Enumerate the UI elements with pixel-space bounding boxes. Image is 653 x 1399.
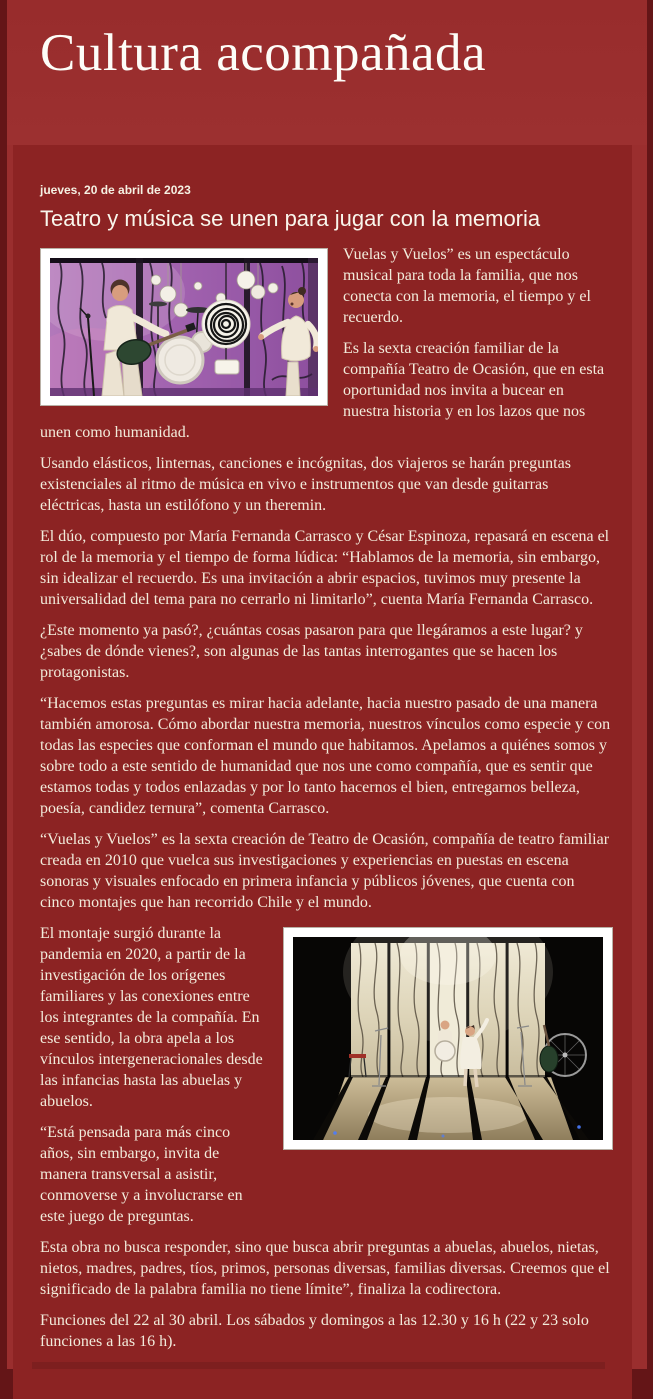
paragraph-4: El dúo, compuesto por María Fernanda Carrasco y César Espinoza, repasará en escena el rol de la memoria y el tiempo de forma lúdica: “Hablamos de la memoria, sin embargo, sin idealizar el recuerdo. Es una invitación a abrir espacios, tuvimos muy presente la universalidad del tema para no cerrarlo ni limitarlo”, cuenta María Fernanda Carrasco. [40,528,610,608]
stage-photo-2-illustration [293,937,603,1140]
stage-photo-1-illustration [50,258,318,396]
page-wrapper [7,0,647,1369]
paragraph-6: “Hacemos estas preguntas es mirar hacia adelante, hacia nuestro pasado de una manera también amorosa. Cómo abordar nuestra memoria, nuestros vínculos como especie y con todas las especies que conforman el mundo que habitamos. Apelamos a quiénes somos y sobre todo a este sentido de humanidad que nos une como compañía, que es sentir que estamos todas y todos enlazadas y por lo tanto hacernos el bien, entregarnos belleza, poesía, candidez ternura”, comenta Carrasco. [40,695,611,817]
main-content [13,145,632,1399]
paragraph-8: El montaje surgió durante la pandemia en 2020, a partir de la investigación de los orígenes familiares y las conexiones entre los integrantes de la compañía. En ese sentido, la obra apela a los vínculos intergeneracionales desde las infancias hasta las abuelas y abuelos. [40,925,263,1110]
paragraph-1: Vuelas y Vuelos” es un espectáculo musical para toda la familia, que nos conecta con la memoria, el tiempo y el recuerdo. [343,246,591,326]
paragraph-9: “Está pensada para más cinco años, sin embargo, invita de manera transversal a asistir, conmoverse y a involucrarse en este juego de preguntas. [40,1124,243,1225]
blog-title: Cultura acompañada [40,24,487,82]
stage-photo-1[interactable] [40,248,328,406]
stage-photo-2[interactable] [283,927,613,1150]
paragraph-11: Funciones del 22 al 30 abril. Los sábados y domingos a las 12.30 y 16 h (22 y 23 solo funciones a las 16 h). [40,1312,589,1350]
masthead [7,0,647,145]
paragraph-7: “Vuelas y Vuelos” es la sexta creación de Teatro de Ocasión, compañía de teatro familiar creada en 2010 que vuelca sus investigaciones y experiencias en puestas en escena sonoras y visuales enfocado en primera infancia y públicos jóvenes, que cuenta con cinco montajes que han recorrido Chile y el mundo. [40,831,610,911]
post-date: jueves, 20 de abril de 2023 [40,183,191,197]
paragraph-2: Es la sexta creación familiar de la compañía Teatro de Ocasión, que en esta oportunidad nos invita a bucear en nuestra historia y en los lazos que nos unen como humanidad. [40,340,605,441]
post-body [40,244,613,1369]
paragraph-5: ¿Este momento ya pasó?, ¿cuántas cosas pasaron para que llegáramos a este lugar? y ¿sabes de dónde vienes?, son algunas de las tantas interrogantes que se hacen los protagonistas. [40,622,583,681]
post-title: Teatro y música se unen para jugar con la memoria [40,206,541,231]
paragraph-10: Esta obra no busca responder, sino que busca abrir preguntas a abuelas, abuelos, nietas, nietos, madres, padres, tíos, primos, personas diversas, familias diversas. Creemos que el significado de la palabra familia no tiene límite”, finaliza la codirectora. [40,1239,610,1298]
next-section-separator [32,1362,605,1369]
paragraph-3: Usando elásticos, linternas, canciones e incógnitas, dos viajeros se harán preguntas existenciales al ritmo de música en vivo e instrumentos que van desde guitarras eléctricas, hasta un estilófono y un theremin. [40,455,571,514]
